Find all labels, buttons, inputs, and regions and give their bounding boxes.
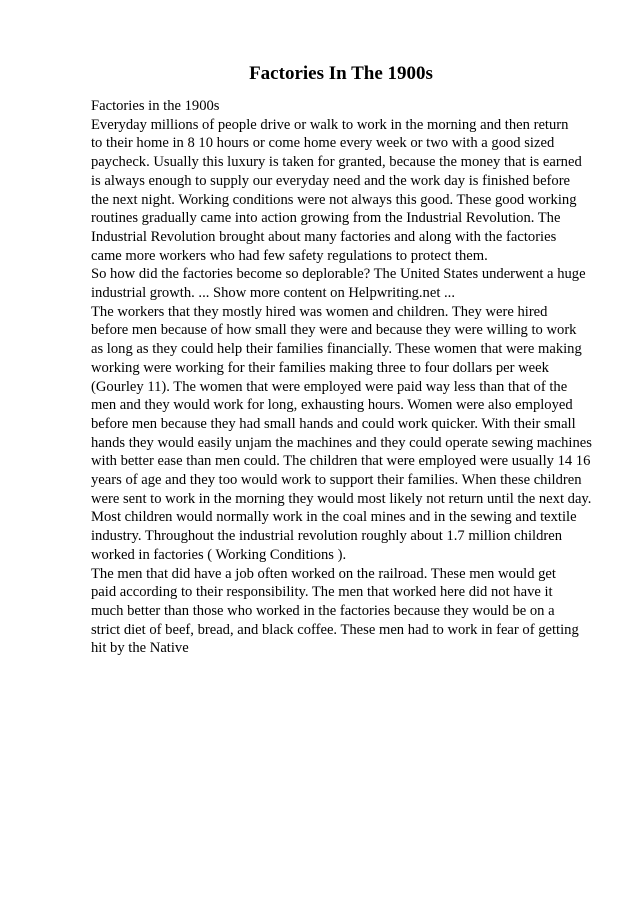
text-line: with better ease than men could. The children that were employed were usually 14 16 xyxy=(91,453,591,470)
text-line: routines gradually came into action growing from the Industrial Revolution. The xyxy=(91,210,561,227)
text-line: Factories in the 1900s xyxy=(91,98,220,114)
text-line: came more workers who had few safety regulations to protect them. xyxy=(91,247,488,264)
text-line: Everyday millions of people drive or walk to work in the morning and then return xyxy=(91,116,569,133)
text-line: years of age and they too would work to support their families. When these children xyxy=(91,472,582,489)
text-line: working were working for their families making three to four dollars per week xyxy=(91,359,549,376)
text-line: So how did the factories become so deplorable? The United States underwent a huge xyxy=(91,266,586,283)
text-line: the next night. Working conditions were not always this good. These good working xyxy=(91,191,577,208)
text-line: before men because they had small hands and could work quicker. With their small xyxy=(91,415,576,432)
text-line: The men that did have a job often worked on the railroad. These men would get xyxy=(91,565,556,582)
document-body xyxy=(91,97,611,658)
text-line: strict diet of beef, bread, and black coffee. These men had to work in fear of getting xyxy=(91,621,579,638)
text-line: hands they would easily unjam the machines and they could operate sewing machines xyxy=(91,434,592,451)
text-line: Industrial Revolution brought about many factories and along with the factories xyxy=(91,228,557,245)
text-line: were sent to work in the morning they would most likely not return until the next day. xyxy=(91,490,592,507)
text-line: (Gourley 11). The women that were employed were paid way less than that of the xyxy=(91,378,568,395)
text-line: much better than those who worked in the factories because they would be on a xyxy=(91,602,555,619)
text-line: The workers that they mostly hired was women and children. They were hired xyxy=(91,303,548,320)
document-title: Factories In The 1900s xyxy=(249,63,433,84)
text-line: Most children would normally work in the coal mines and in the sewing and textile xyxy=(91,509,577,526)
text-line: is always enough to supply our everyday need and the work day is finished before xyxy=(91,172,571,189)
text-line: paycheck. Usually this luxury is taken for granted, because the money that is earned xyxy=(91,154,582,171)
text-line: paid according to their responsibility. The men that worked here did not have it xyxy=(91,584,553,601)
text-line: as long as they could help their families financially. These women that were making xyxy=(91,341,582,358)
text-line: men and they would work for long, exhausting hours. Women were also employed xyxy=(91,397,573,414)
text-line: worked in factories ( Working Conditions ). xyxy=(91,546,347,563)
text-line: before men because of how small they were and because they were willing to work xyxy=(91,322,577,339)
text-line: industry. Throughout the industrial revolution roughly about 1.7 million children xyxy=(91,528,562,545)
text-line: industrial growth. ... Show more content on Helpwriting.net ... xyxy=(91,285,455,302)
text-line: to their home in 8 10 hours or come home every week or two with a good sized xyxy=(91,135,555,152)
text-line: hit by the Native xyxy=(91,640,189,657)
